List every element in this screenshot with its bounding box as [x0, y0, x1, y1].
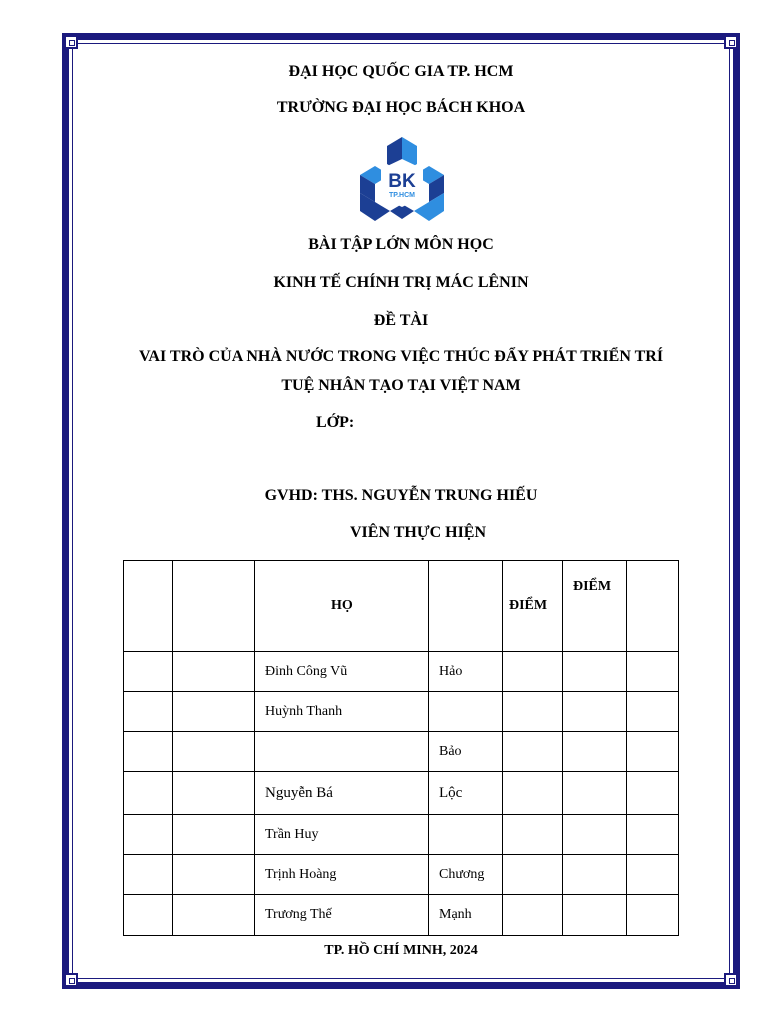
table-header-cell — [627, 561, 679, 652]
table-header-cell: ĐIỂM — [563, 561, 627, 652]
table-cell — [124, 815, 173, 855]
border-corner-ornament — [724, 973, 738, 987]
table-header-cell: ĐIỂM — [503, 561, 563, 652]
table-row — [124, 895, 679, 936]
table-cell — [503, 732, 563, 772]
table-row — [124, 652, 679, 692]
border-corner-ornament — [64, 35, 78, 49]
table-cell — [627, 895, 679, 936]
footer-place-date: TP. HỒ CHÍ MINH, 2024 — [324, 943, 478, 958]
member-given-name: Bảo — [429, 732, 503, 772]
member-surname: Trịnh Hoàng — [255, 855, 429, 895]
table-cell — [563, 732, 627, 772]
table-cell — [627, 732, 679, 772]
table-row — [124, 855, 679, 895]
member-given-name — [429, 692, 503, 732]
university-name: ĐẠI HỌC QUỐC GIA TP. HCM — [288, 63, 514, 80]
table-cell — [173, 815, 255, 855]
member-surname: Trương Thế — [255, 895, 429, 936]
member-surname: Đinh Công Vũ — [255, 652, 429, 692]
advisor-name: GVHD: THS. NGUYỄN TRUNG HIẾU — [264, 487, 538, 504]
table-row — [124, 772, 679, 815]
table-cell — [124, 895, 173, 936]
school-name: TRƯỜNG ĐẠI HỌC BÁCH KHOA — [276, 99, 526, 116]
border-corner-ornament — [724, 35, 738, 49]
table-cell — [124, 692, 173, 732]
table-header-cell — [173, 561, 255, 652]
table-cell — [627, 815, 679, 855]
logo-text: BK — [388, 171, 416, 192]
table-cell — [124, 652, 173, 692]
members-table — [123, 560, 679, 936]
topic-line-1: VAI TRÒ CỦA NHÀ NƯỚC TRONG VIỆC THÚC ĐẨY PHÁT TRIỂN TRÍ — [138, 348, 664, 365]
table-cell — [627, 772, 679, 815]
class-label: LỚP: — [316, 414, 355, 431]
university-logo — [357, 137, 447, 221]
table-cell — [503, 815, 563, 855]
table-cell — [563, 772, 627, 815]
table-cell — [173, 652, 255, 692]
table-cell — [173, 692, 255, 732]
table-header-cell — [429, 561, 503, 652]
member-surname — [255, 732, 429, 772]
member-given-name — [429, 815, 503, 855]
topic-label: ĐỀ TÀI — [373, 312, 429, 329]
logo-subtext: TP.HCM — [389, 192, 415, 199]
table-row — [124, 815, 679, 855]
table-cell — [173, 855, 255, 895]
table-cell — [503, 652, 563, 692]
table-cell — [627, 652, 679, 692]
table-cell — [503, 855, 563, 895]
table-cell — [503, 895, 563, 936]
table-cell — [627, 692, 679, 732]
member-given-name: Lộc — [429, 772, 503, 815]
table-row — [124, 692, 679, 732]
report-type: BÀI TẬP LỚN MÔN HỌC — [308, 236, 494, 253]
table-cell — [563, 692, 627, 732]
table-cell — [503, 772, 563, 815]
members-title: VIÊN THỰC HIỆN — [350, 524, 487, 541]
table-cell — [124, 855, 173, 895]
table-cell — [563, 815, 627, 855]
table-cell — [173, 772, 255, 815]
table-cell — [627, 855, 679, 895]
member-surname: Huỳnh Thanh — [255, 692, 429, 732]
table-cell — [563, 895, 627, 936]
table-header-cell — [124, 561, 173, 652]
subject-name: KINH TẾ CHÍNH TRỊ MÁC LÊNIN — [273, 274, 529, 291]
table-header-cell: HỌ — [255, 561, 429, 652]
member-surname: Nguyễn Bá — [255, 772, 429, 815]
member-given-name: Chương — [429, 855, 503, 895]
table-header-row — [124, 561, 679, 652]
table-row — [124, 732, 679, 772]
topic-line-2: TUỆ NHÂN TẠO TẠI VIỆT NAM — [281, 377, 521, 394]
table-cell — [124, 732, 173, 772]
table-cell — [173, 895, 255, 936]
member-surname: Trần Huy — [255, 815, 429, 855]
table-cell — [173, 732, 255, 772]
table-cell — [563, 652, 627, 692]
member-given-name: Hảo — [429, 652, 503, 692]
table-cell — [563, 855, 627, 895]
table-cell — [124, 772, 173, 815]
table-cell — [503, 692, 563, 732]
border-corner-ornament — [64, 973, 78, 987]
member-given-name: Mạnh — [429, 895, 503, 936]
